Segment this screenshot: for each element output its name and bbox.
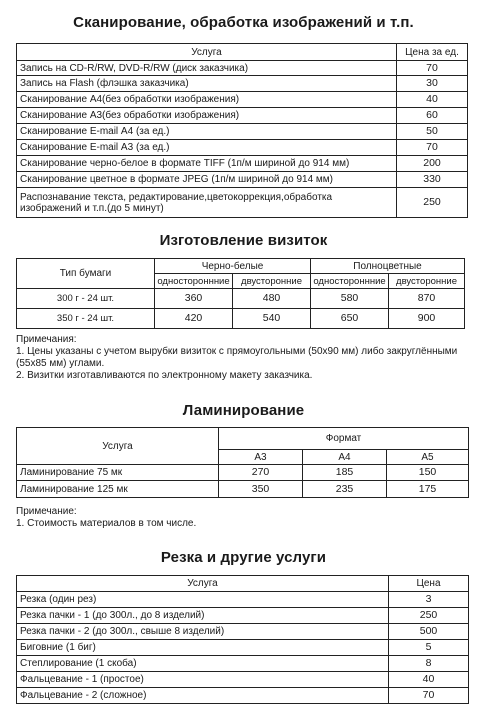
service-price: 40 bbox=[389, 672, 469, 688]
service-price: 8 bbox=[389, 656, 469, 672]
service-name: Ламинирование 125 мк bbox=[17, 481, 219, 498]
scanning-header-row bbox=[17, 44, 468, 61]
business-cards-table bbox=[16, 258, 465, 329]
service-header: Услуга bbox=[17, 576, 389, 592]
price-cell: 185 bbox=[303, 465, 387, 481]
service-name: Резка пачки - 1 (до 300л., до 8 изделий) bbox=[17, 608, 389, 624]
price-cell: 650 bbox=[311, 309, 389, 329]
one-sided-header: одностороннние bbox=[155, 274, 233, 289]
service-price: 60 bbox=[397, 108, 468, 124]
table-row bbox=[17, 61, 468, 76]
table-row bbox=[17, 76, 468, 92]
price-cell: 870 bbox=[389, 289, 465, 309]
service-price: 70 bbox=[397, 61, 468, 76]
service-price: 200 bbox=[397, 156, 468, 172]
service-name: Степлирование (1 скоба) bbox=[17, 656, 389, 672]
lamination-notes bbox=[16, 506, 476, 530]
price-cell: 235 bbox=[303, 481, 387, 498]
service-price: 50 bbox=[397, 124, 468, 140]
lamination-header-row bbox=[17, 428, 469, 450]
service-name: Фальцевание - 2 (сложное) bbox=[17, 688, 389, 704]
price-cell: 270 bbox=[219, 465, 303, 481]
price-cell: 350 bbox=[219, 481, 303, 498]
table-row bbox=[17, 172, 468, 188]
service-name: Сканирование А3(без обработки изображения) bbox=[17, 108, 397, 124]
table-row bbox=[17, 465, 469, 481]
price-cell: 900 bbox=[389, 309, 465, 329]
service-price: 70 bbox=[397, 140, 468, 156]
service-name: Резка пачки - 2 (до 300л., свыше 8 изделий) bbox=[17, 624, 389, 640]
table-row bbox=[17, 672, 469, 688]
table-row bbox=[17, 124, 468, 140]
price-cell: 420 bbox=[155, 309, 233, 329]
two-sided-header: двусторонние bbox=[233, 274, 311, 289]
price-cell: 150 bbox=[387, 465, 469, 481]
note-item: 1. Стоимость материалов в том числе. bbox=[16, 518, 197, 529]
scanning-title: Сканирование, обработка изображений и т.п. bbox=[73, 14, 414, 31]
service-header: Услуга bbox=[17, 44, 397, 61]
service-name: Запись на Flash (флэшка заказчика) bbox=[17, 76, 397, 92]
table-row bbox=[17, 608, 469, 624]
service-name: Биговние (1 биг) bbox=[17, 640, 389, 656]
paper-type-header: Тип бумаги bbox=[17, 259, 155, 289]
service-price: 30 bbox=[397, 76, 468, 92]
lamination-title: Ламинирование bbox=[182, 402, 305, 419]
price-cell: 360 bbox=[155, 289, 233, 309]
table-row bbox=[17, 92, 468, 108]
scanning-table bbox=[16, 43, 468, 218]
bw-header: Черно-белые bbox=[155, 259, 311, 274]
service-price: 330 bbox=[397, 172, 468, 188]
business-cards-notes bbox=[16, 334, 476, 382]
price-cell: 175 bbox=[387, 481, 469, 498]
note-item: 1. Цены указаны с учетом вырубки визиток с прямоугольными (50х90 мм) либо закруглёнными (55х85 мм) углами. bbox=[16, 346, 458, 369]
paper-type: 300 г - 24 шт. bbox=[17, 289, 155, 309]
notes-heading: Примечания: bbox=[16, 334, 77, 345]
service-name: Сканирование E-mail А4 (за ед.) bbox=[17, 124, 397, 140]
service-price: 5 bbox=[389, 640, 469, 656]
service-name: Фальцевание - 1 (простое) bbox=[17, 672, 389, 688]
table-row bbox=[17, 688, 469, 704]
note-item: 2. Визитки изготавливаются по электронному макету заказчика. bbox=[16, 370, 313, 381]
service-name: Резка (один рез) bbox=[17, 592, 389, 608]
price-header: Цена за ед. bbox=[397, 44, 468, 61]
service-price: 40 bbox=[397, 92, 468, 108]
price-cell: 480 bbox=[233, 289, 311, 309]
service-name: Сканирование цветное в формате JPEG (1п/м шириной до 914 мм) bbox=[17, 172, 397, 188]
table-row bbox=[17, 309, 465, 329]
service-name: Распознавание текста, редактирование,цветокоррекция,обработка изображений и т.п.(до 5 минут) bbox=[17, 188, 397, 218]
service-name: Сканирование А4(без обработки изображения) bbox=[17, 92, 397, 108]
one-sided-header: одностороннние bbox=[311, 274, 389, 289]
price-cell: 540 bbox=[233, 309, 311, 329]
price-header: Цена bbox=[389, 576, 469, 592]
notes-heading: Примечание: bbox=[16, 506, 77, 517]
table-row bbox=[17, 624, 469, 640]
service-header: Услуга bbox=[17, 428, 219, 465]
two-sided-header: двусторонние bbox=[389, 274, 465, 289]
service-price: 3 bbox=[389, 592, 469, 608]
service-price: 500 bbox=[389, 624, 469, 640]
service-name: Запись на CD-R/RW, DVD-R/RW (диск заказчика) bbox=[17, 61, 397, 76]
format-a5-header: А5 bbox=[387, 450, 469, 465]
service-name: Сканирование черно-белое в формате TIFF (1п/м шириной до 914 мм) bbox=[17, 156, 397, 172]
service-price: 250 bbox=[389, 608, 469, 624]
lamination-table bbox=[16, 427, 469, 498]
format-header: Формат bbox=[219, 428, 469, 450]
service-price: 250 bbox=[397, 188, 468, 218]
business-cards-title: Изготовление визиток bbox=[159, 232, 328, 249]
service-name: Сканирование E-mail А3 (за ед.) bbox=[17, 140, 397, 156]
table-row bbox=[17, 108, 468, 124]
table-row bbox=[17, 289, 465, 309]
table-row bbox=[17, 656, 469, 672]
cutting-header-row bbox=[17, 576, 469, 592]
color-header: Полноцветные bbox=[311, 259, 465, 274]
table-row bbox=[17, 640, 469, 656]
table-row bbox=[17, 140, 468, 156]
table-row bbox=[17, 481, 469, 498]
paper-type: 350 г - 24 шт. bbox=[17, 309, 155, 329]
format-a4-header: А4 bbox=[303, 450, 387, 465]
business-cards-header-row bbox=[17, 259, 465, 274]
table-row bbox=[17, 156, 468, 172]
price-cell: 580 bbox=[311, 289, 389, 309]
cutting-table bbox=[16, 575, 469, 704]
service-name: Ламинирование 75 мк bbox=[17, 465, 219, 481]
table-row bbox=[17, 592, 469, 608]
cutting-title: Резка и другие услуги bbox=[160, 549, 327, 566]
table-row bbox=[17, 188, 468, 218]
service-price: 70 bbox=[389, 688, 469, 704]
format-a3-header: А3 bbox=[219, 450, 303, 465]
